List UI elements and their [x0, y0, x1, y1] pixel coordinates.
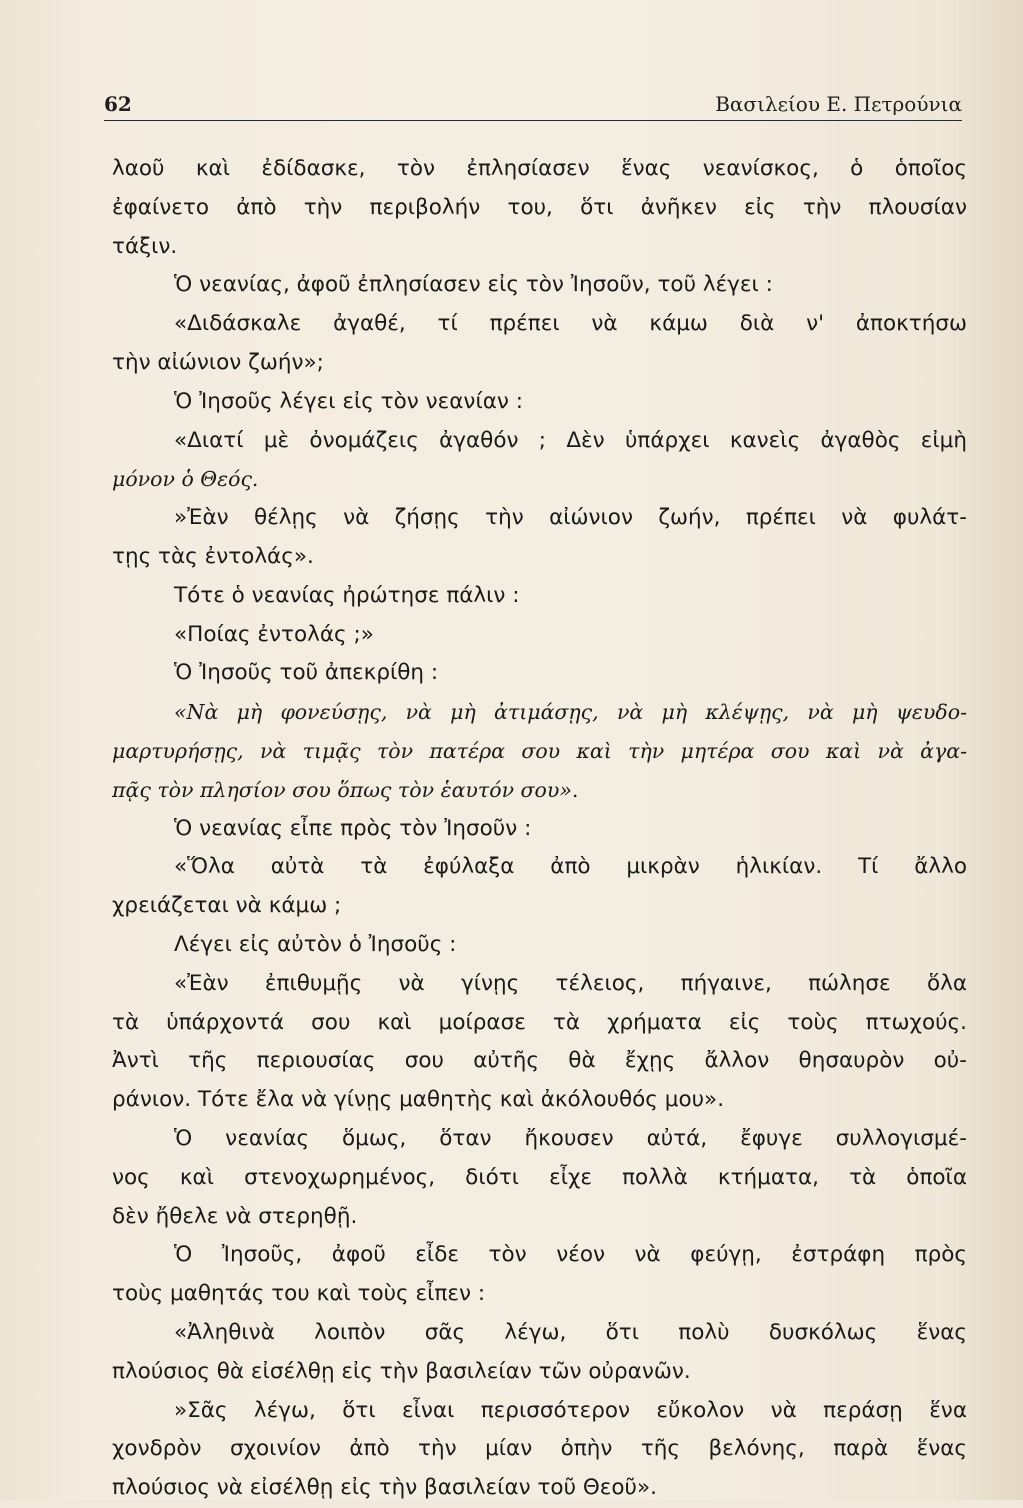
- text-line: «Ποίας ἐντολάς ;»: [174, 621, 374, 647]
- text-line: Ὁ Ἰησοῦς τοῦ ἀπεκρίθη :: [174, 660, 439, 686]
- text-line: μαρτυρήσῃς, νὰ τιμᾷς τὸν πατέρα σου καὶ τὴν μητέρα σου καὶ νὰ ἀγα-: [112, 738, 967, 763]
- page-header: [104, 86, 962, 121]
- text-line: «Διδάσκαλε ἀγαθέ, τί πρέπει νὰ κάμω διὰ ν' ἀποκτήσω: [174, 311, 967, 337]
- text-line: «Ὅλα αὐτὰ τὰ ἐφύλαξα ἀπὸ μικρὰν ἡλικίαν. Τί ἄλλο: [174, 854, 967, 880]
- text-line: τὰ ὑπάρχοντά σου καὶ μοίρασε τὰ χρήματα εἰς τοὺς πτωχούς.: [112, 1009, 967, 1035]
- text-line: χρειάζεται νὰ κάμω ;: [112, 893, 342, 919]
- text-line: Λέγει εἰς αὐτὸν ὁ Ἰησοῦς :: [174, 931, 457, 957]
- text-line: δὲν ἤθελε νὰ στερηθῇ.: [112, 1203, 358, 1229]
- text-line: πᾷς τὸν πλησίον σου ὅπως τὸν ἑαυτόν σου».: [112, 777, 579, 802]
- text-line: Τότε ὁ νεανίας ἠρώτησε πάλιν :: [174, 582, 520, 608]
- body-text: [112, 150, 967, 1508]
- text-line: χονδρὸν σχοινίον ἀπὸ τὴν μίαν ὀπὴν τῆς βελόνης, παρὰ ἕνας: [112, 1436, 967, 1462]
- page-number: 62: [104, 92, 132, 116]
- text-line: ράνιον. Τότε ἔλα νὰ γίνῃς μαθητὴς καὶ ἀκόλουθός μου».: [112, 1087, 725, 1113]
- text-line: Ἀντὶ τῆς περιουσίας σου αὐτῆς θὰ ἔχῃς ἄλλον θησαυρὸν οὐ-: [112, 1048, 967, 1074]
- text-line: τὴν αἰώνιον ζωήν»;: [112, 349, 324, 375]
- text-line: Ὁ Ἰησοῦς λέγει εἰς τὸν νεανίαν :: [174, 388, 523, 414]
- text-line: Ὁ νεανίας ὅμως, ὅταν ἤκουσεν αὐτά, ἔφυγε συλλογισμέ-: [174, 1125, 967, 1151]
- text-line: Ὁ νεανίας, ἀφοῦ ἐπλησίασεν εἰς τὸν Ἰησοῦν, τοῦ λέγει :: [174, 272, 773, 298]
- text-line: λαοῦ καὶ ἐδίδασκε, τὸν ἐπλησίασεν ἕνας νεανίσκος, ὁ ὁποῖος: [112, 156, 967, 181]
- text-line: πλούσιος θὰ εἰσέλθῃ εἰς τὴν βασιλείαν τῶν οὐρανῶν.: [112, 1358, 691, 1384]
- text-line: »Ἐὰν θέλῃς νὰ ζήσῃς τὴν αἰώνιον ζωήν, πρέπει νὰ φυλάτ-: [174, 505, 967, 531]
- text-line: Ὁ νεανίας εἶπε πρὸς τὸν Ἰησοῦν :: [174, 815, 532, 841]
- text-line: μόνον ὁ Θεός.: [112, 467, 259, 492]
- text-line: «Ἐὰν ἐπιθυμῇς νὰ γίνῃς τέλειος, πήγαινε, πώλησε ὅλα: [174, 970, 967, 996]
- text-line: «Ἀληθινὰ λοιπὸν σᾶς λέγω, ὅτι πολὺ δυσκόλως ἕνας: [174, 1319, 967, 1345]
- text-line: τῃς τὰς ἐντολάς».: [112, 543, 314, 569]
- text-line: ἐφαίνετο ἀπὸ τὴν περιβολήν του, ὅτι ἀνῆκεν εἰς τὴν πλουσίαν: [112, 194, 967, 220]
- text-line: τοὺς μαθητάς του καὶ τοὺς εἶπεν :: [112, 1281, 486, 1307]
- text-line: »Σᾶς λέγω, ὅτι εἶναι περισσότερον εὔκολον νὰ περάσῃ ἕνα: [174, 1397, 967, 1423]
- text-line: νος καὶ στενοχωρημένος, διότι εἶχε πολλὰ κτήματα, τὰ ὁποῖα: [112, 1164, 967, 1190]
- text-line: Ὁ Ἰησοῦς, ἀφοῦ εἶδε τὸν νέον νὰ φεύγῃ, ἐστράφη πρὸς: [174, 1242, 967, 1268]
- text-line: πλούσιος νὰ εἰσέλθῃ εἰς τὴν βασιλείαν τοῦ Θεοῦ».: [112, 1475, 657, 1501]
- running-head: Βασιλείου Ε. Πετρούνια: [715, 92, 962, 116]
- text-line: τάξιν.: [112, 233, 178, 259]
- text-line: «Διατί μὲ ὀνομάζεις ἀγαθόν ; Δὲν ὑπάρχει κανεὶς ἀγαθὸς εἰμὴ: [174, 427, 967, 453]
- text-line: «Νὰ μὴ φονεύσῃς, νὰ μὴ ἀτιμάσῃς, νὰ μὴ κλέψῃς, νὰ μὴ ψευδο-: [174, 700, 967, 725]
